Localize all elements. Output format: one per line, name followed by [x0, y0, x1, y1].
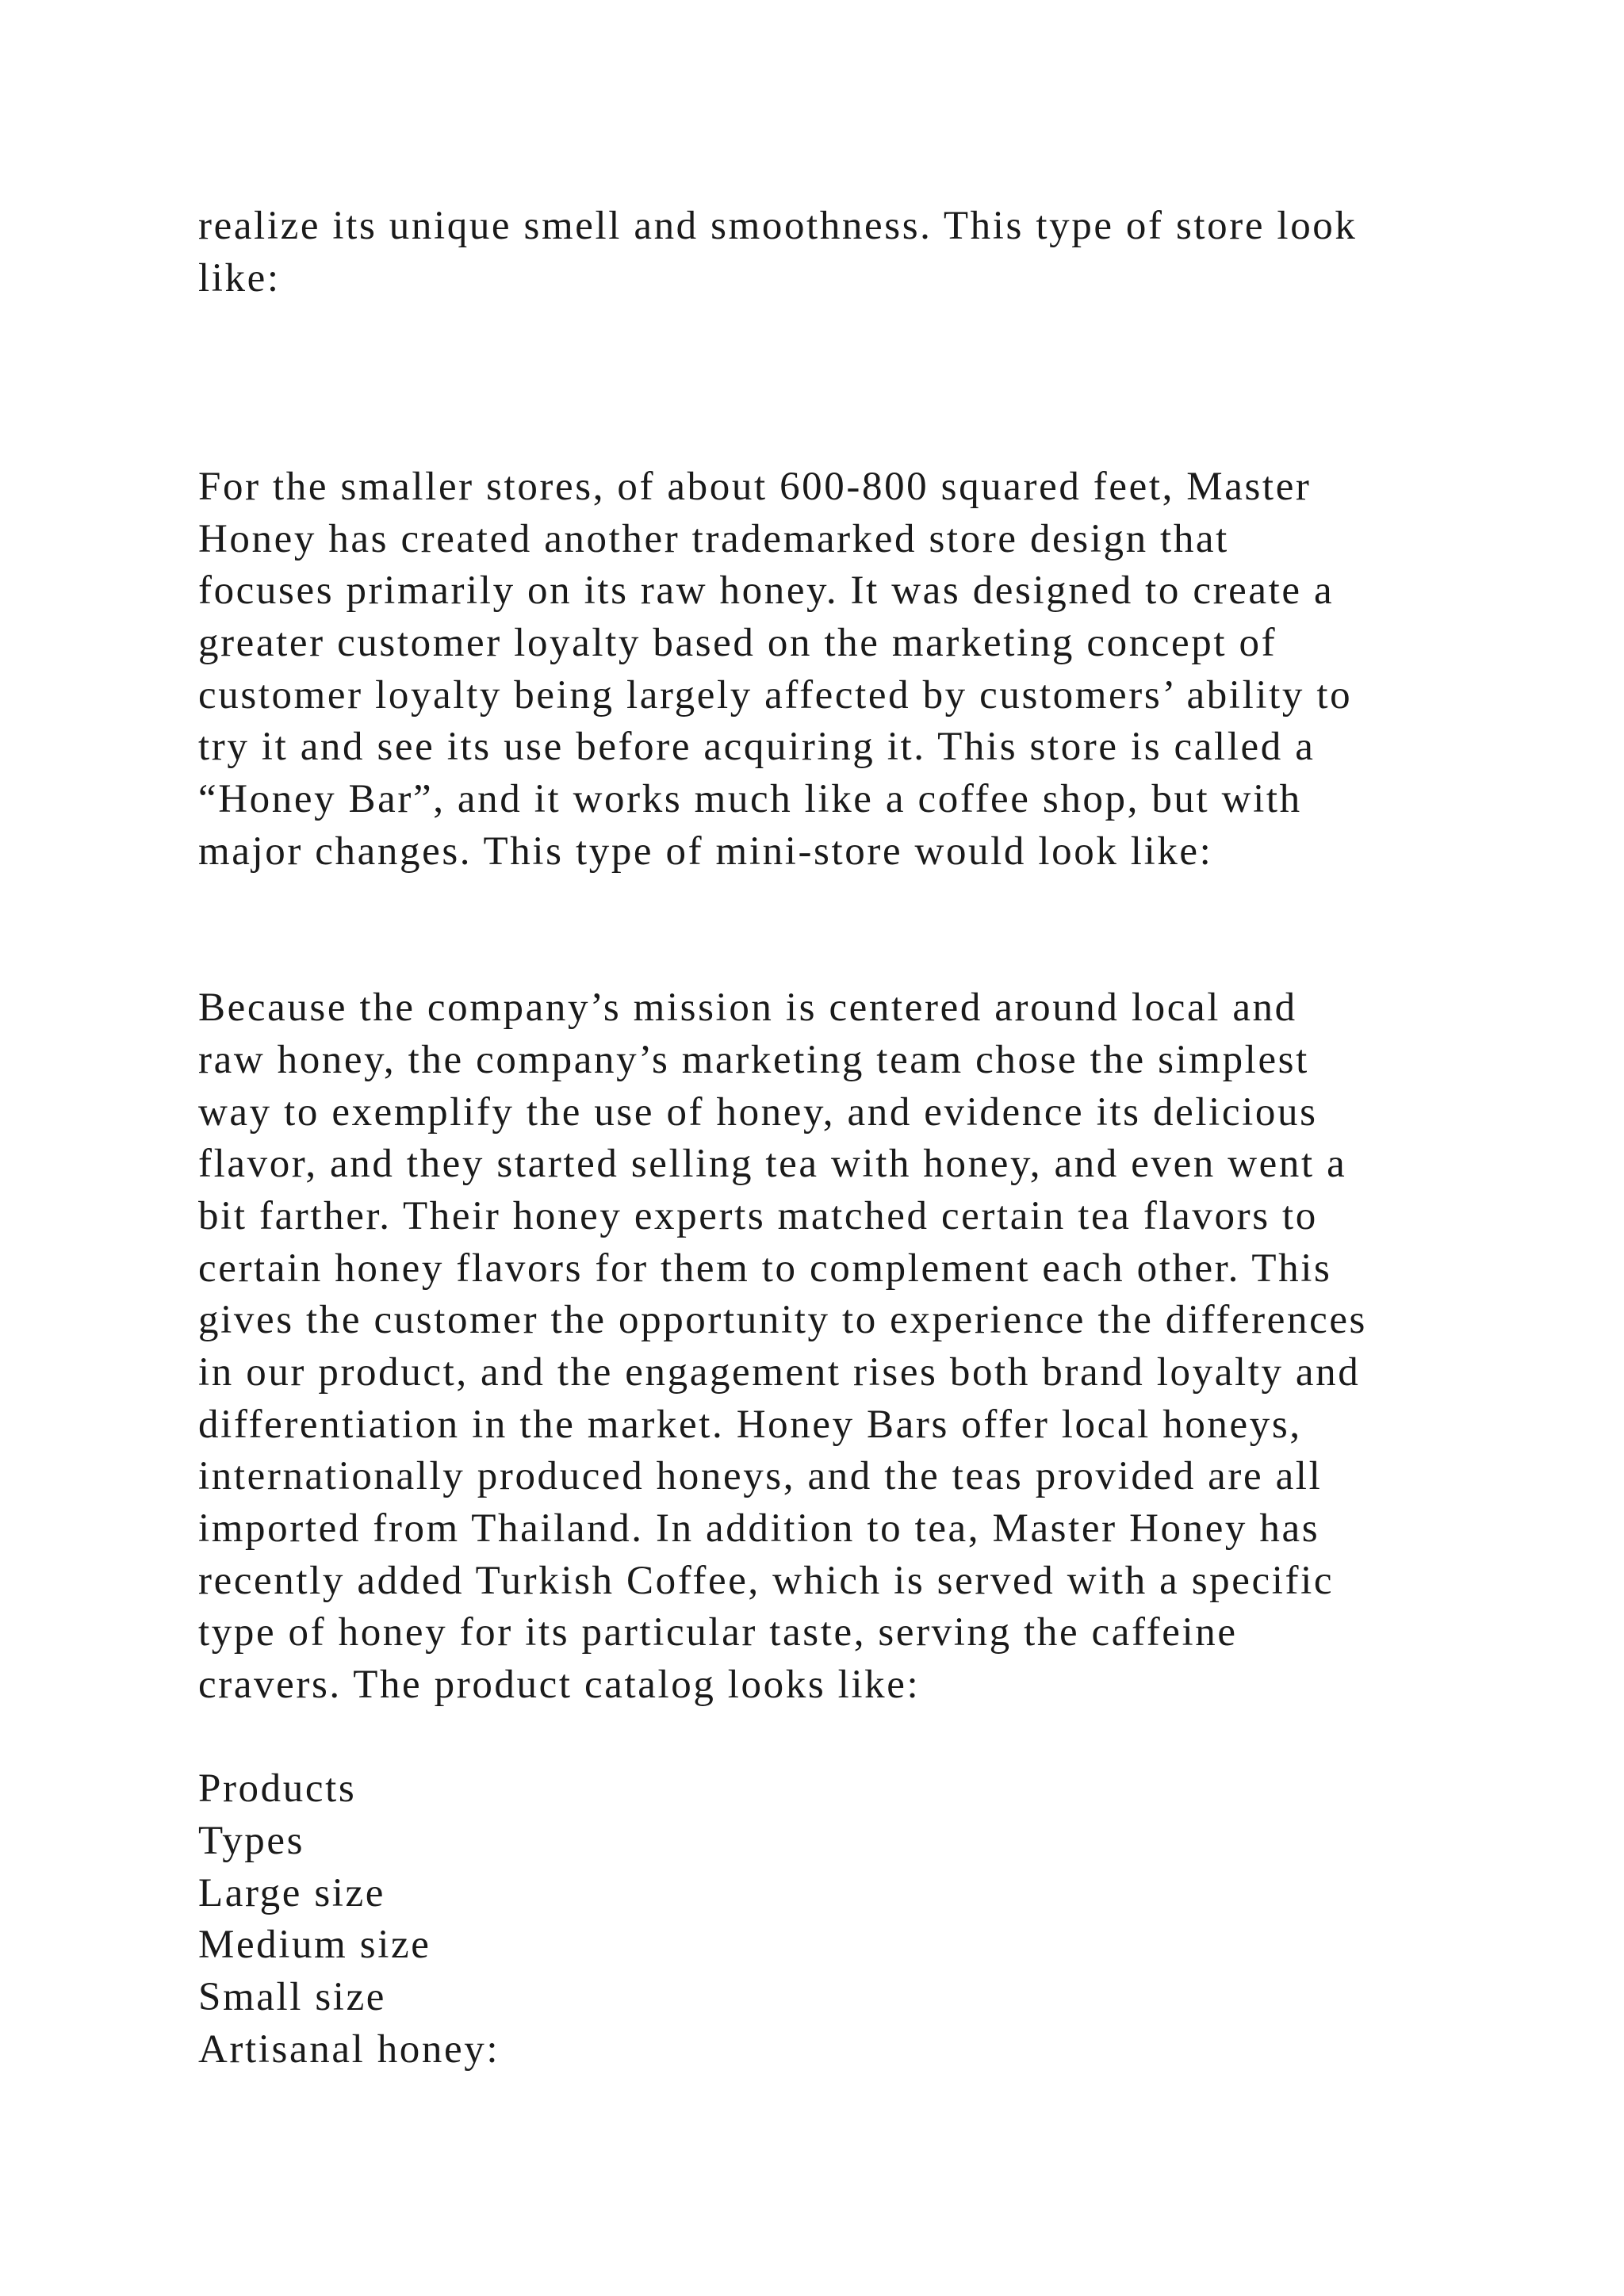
text-line: recently added Turkish Coffee, which is served with a specific	[198, 1559, 1335, 1603]
text-line: major changes. This type of mini-store would look like:	[198, 829, 1213, 874]
catalog-item: Types	[198, 1819, 305, 1863]
catalog-item: Artisanal honey:	[198, 2027, 500, 2072]
text-line: differentiation in the market. Honey Bars offer local honeys,	[198, 1402, 1302, 1447]
catalog-item: Small size	[198, 1975, 387, 2019]
text-line: greater customer loyalty based on the marketing concept of	[198, 621, 1277, 665]
catalog-item: Large size	[198, 1871, 386, 1915]
text-line: customer loyalty being largely affected by customers’ ability to	[198, 673, 1353, 718]
text-line: like:	[198, 256, 281, 300]
text-line: imported from Thailand. In addition to tea, Master Honey has	[198, 1506, 1320, 1551]
text-line: way to exemplify the use of honey, and evidence its delicious	[198, 1090, 1318, 1135]
text-line: Because the company’s mission is centered around local and	[198, 985, 1297, 1030]
text-line: type of honey for its particular taste, serving the caffeine	[198, 1610, 1238, 1655]
text-line: flavor, and they started selling tea with honey, and even went a	[198, 1142, 1347, 1186]
text-line: certain honey flavors for them to complement each other. This	[198, 1246, 1332, 1291]
text-line: focuses primarily on its raw honey. It was designed to create a	[198, 568, 1335, 613]
text-line: internationally produced honeys, and the teas provided are all	[198, 1454, 1323, 1498]
text-line: bit farther. Their honey experts matched certain tea flavors to	[198, 1194, 1318, 1238]
text-line: in our product, and the engagement rises both brand loyalty and	[198, 1350, 1361, 1395]
text-line: try it and see its use before acquiring it. This store is called a	[198, 725, 1316, 769]
text-line: cravers. The product catalog looks like:	[198, 1663, 921, 1707]
text-line: gives the customer the opportunity to experience the differences	[198, 1298, 1367, 1342]
text-line: “Honey Bar”, and it works much like a coffee shop, but with	[198, 777, 1302, 821]
catalog-item: Medium size	[198, 1923, 431, 1967]
text-line: For the smaller stores, of about 600-800 squared feet, Master	[198, 465, 1312, 509]
catalog-item: Products	[198, 1766, 357, 1811]
text-line: raw honey, the company’s marketing team chose the simplest	[198, 1038, 1309, 1082]
text-line: Honey has created another trademarked store design that	[198, 517, 1229, 561]
text-line: realize its unique smell and smoothness. This type of store look	[198, 204, 1358, 248]
